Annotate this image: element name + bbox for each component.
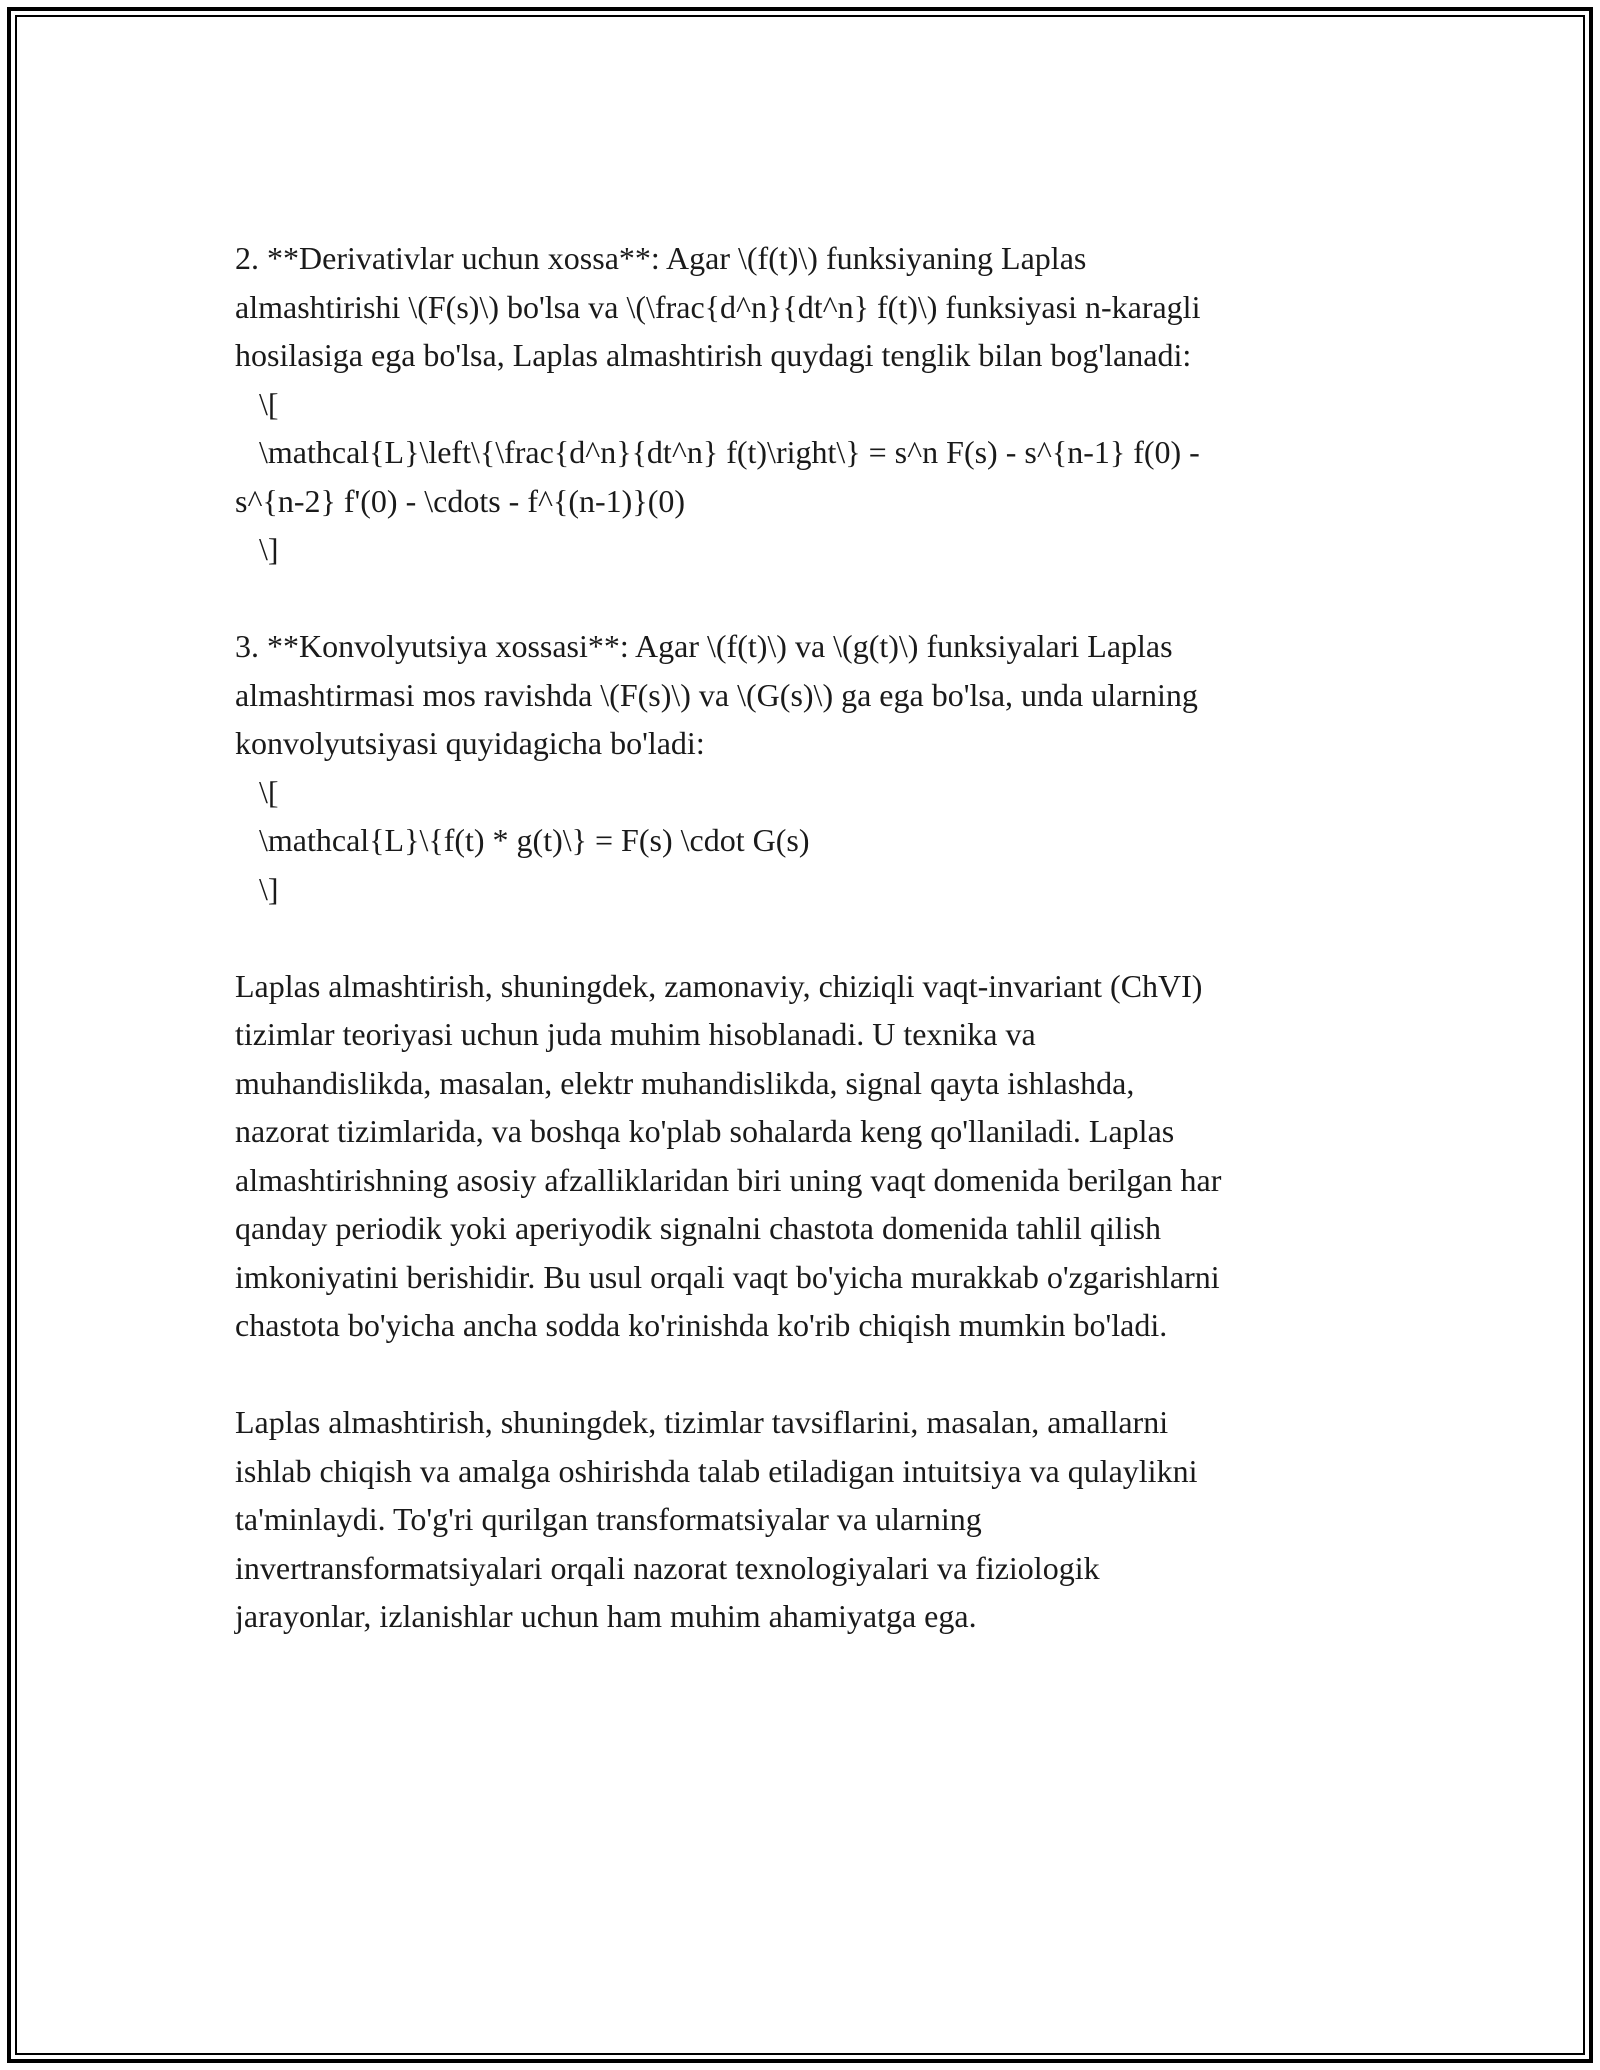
text-line: almashtirishi \(F(s)\) bo'lsa va \(\frac{d^n}{dt^n} f(t)\) funksiyasi n-karagli [235, 288, 1201, 325]
paragraph-gap [235, 1350, 1395, 1399]
text-line: Laplas almashtirish, shuningdek, tizimlar tavsiflarini, masalan, amallarni [235, 1404, 1169, 1440]
paragraph-gap [235, 574, 1395, 623]
paragraph-intuition [235, 1398, 1395, 1641]
text-line: ta'minlaydi. To'g'ri qurilgan transformatsiyalar va ularning [235, 1501, 982, 1537]
formula-line: s^{n-2} f'(0) - \cdots - f^{(n-1)}(0) [235, 482, 685, 519]
text-line: tizimlar teoriyasi uchun juda muhim hisoblanadi. U texnika va [235, 1016, 1036, 1052]
text-line: ishlab chiqish va amalga oshirishda talab etiladigan intuitsiya va qulaylikni [235, 1452, 1198, 1489]
text-line: jarayonlar, izlanishlar uchun ham muhim ahamiyatga ega. [235, 1598, 977, 1634]
text-line: muhandislikda, masalan, elektr muhandislikda, signal qayta ishlashda, [235, 1064, 1135, 1101]
text-line: almashtirishning asosiy afzalliklaridan biri uning vaqt domenida berilgan har [235, 1161, 1222, 1198]
text-line: Laplas almashtirish, shuningdek, zamonaviy, chiziqli vaqt-invariant (ChVI) [235, 967, 1203, 1004]
formula-line: \] [235, 531, 279, 567]
text-line: 2. **Derivativlar uchun xossa**: Agar \(f(t)\) funksiyaning Laplas [235, 240, 1087, 276]
formula-line: \mathcal{L}\left\{\frac{d^n}{dt^n} f(t)\right\} = s^n F(s) - s^{n-1} f(0) - [235, 434, 1200, 470]
formula-line: \mathcal{L}\{f(t) * g(t)\} = F(s) \cdot G(s) [235, 822, 810, 858]
document-body [235, 234, 1395, 1641]
text-line: imkoniyatini berishidir. Bu usul orqali vaqt bo'yicha murakkab o'zgarishlarni [235, 1258, 1220, 1295]
paragraph-gap [235, 913, 1395, 962]
text-line: nazorat tizimlarida, va boshqa ko'plab sohalarda keng qo'llaniladi. Laplas [235, 1113, 1175, 1149]
text-line: qanday periodik yoki aperiyodik signalni chastota domenida tahlil qilish [235, 1210, 1162, 1246]
paragraph-applications [235, 962, 1395, 1350]
text-line: hosilasiga ega bo'lsa, Laplas almashtirish quydagi tenglik bilan bog'lanadi: [235, 337, 1192, 373]
derivative-property-item [235, 234, 1395, 574]
formula-line: \[ [235, 385, 279, 422]
text-line: 3. **Konvolyutsiya xossasi**: Agar \(f(t)\) va \(g(t)\) funksiyalari Laplas [235, 628, 1173, 664]
convolution-property-item [235, 622, 1395, 913]
text-line: chastota bo'yicha ancha sodda ko'rinishda ko'rib chiqish mumkin bo'ladi. [235, 1307, 1168, 1343]
text-line: invertransformatsiyalari orqali nazorat texnologiyalari va fiziologik [235, 1549, 1100, 1586]
text-line: almashtirmasi mos ravishda \(F(s)\) va \(G(s)\) ga ega bo'lsa, unda ularning [235, 676, 1198, 713]
formula-line: \] [235, 870, 279, 907]
text-line: konvolyutsiyasi quyidagicha bo'ladi: [235, 725, 705, 761]
formula-line: \[ [235, 773, 279, 810]
